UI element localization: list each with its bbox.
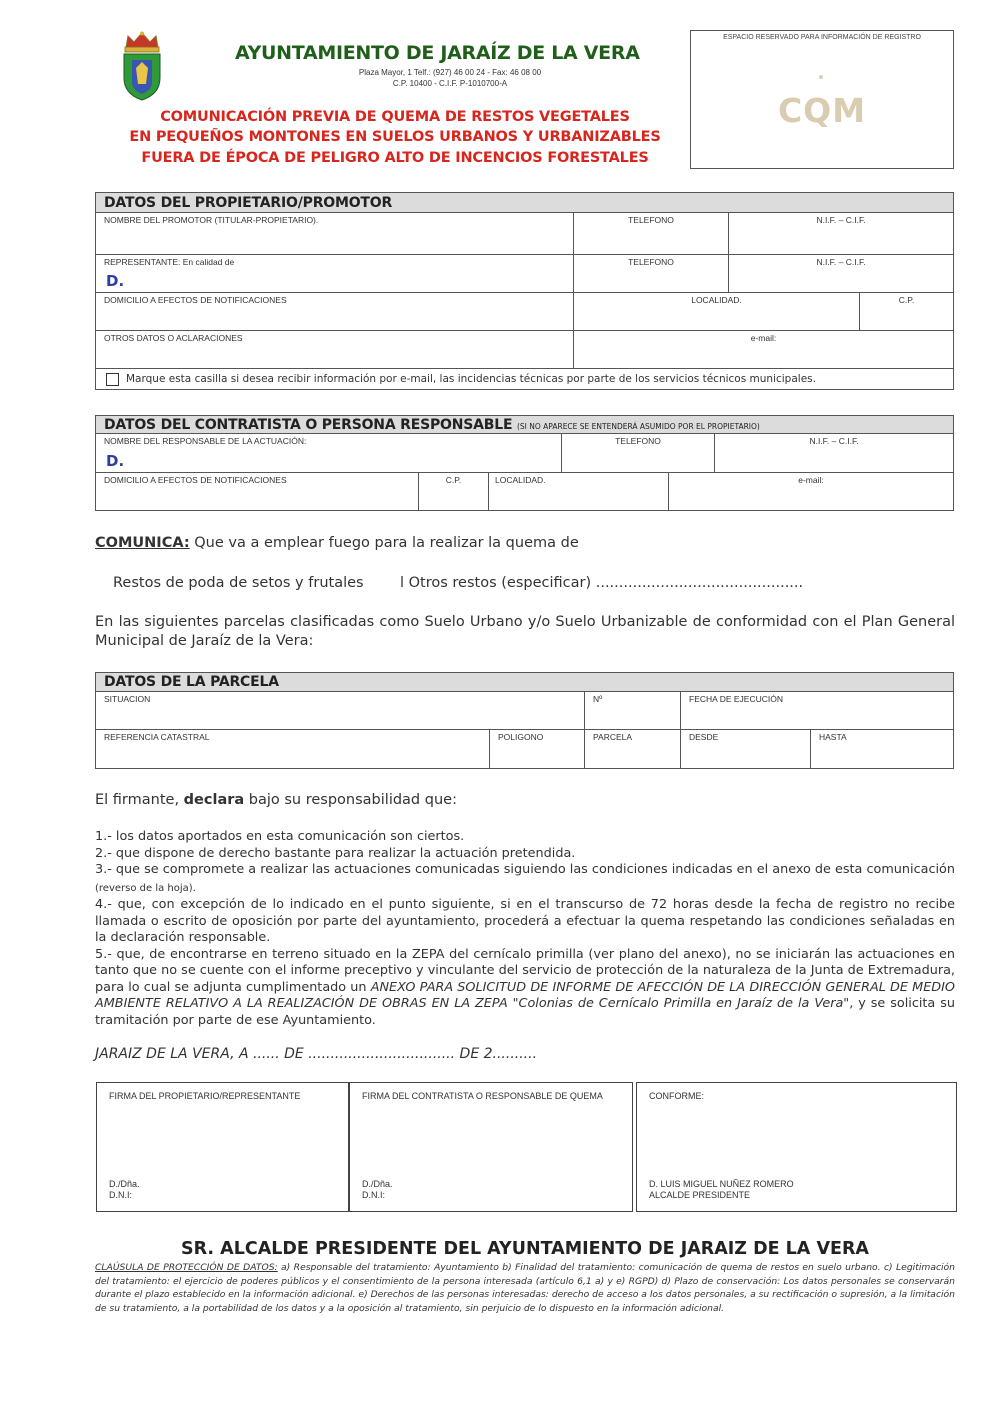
data-protection-label: CLAÚSULA DE PROTECCIÓN DE DATOS:	[95, 1262, 278, 1273]
contractor-locality-label: LOCALIDAD.	[495, 475, 546, 485]
coat-of-arms-icon	[118, 30, 166, 102]
contractor-phone-label: TELEFONO	[615, 436, 661, 446]
declaration-intro	[95, 792, 457, 808]
contractor-name-label: NOMBRE DEL RESPONSABLE DE LA ACTUACIÓN:	[104, 436, 307, 446]
signature-owner-name: D./Dña.	[109, 1179, 140, 1189]
parcel-heading: DATOS DE LA PARCELA	[96, 673, 953, 692]
contractor-row-name	[96, 434, 953, 473]
parcel-situation-label: SITUACION	[104, 694, 151, 704]
owner-address-field[interactable]	[96, 293, 573, 330]
contractor-address-field[interactable]	[96, 473, 418, 510]
polygon-field[interactable]	[489, 730, 584, 768]
contractor-section	[95, 415, 954, 511]
parcel-parcel-label: PARCELA	[593, 732, 633, 742]
owner-section	[95, 192, 954, 390]
signature-mayor-name: D. LUIS MIGUEL NUÑEZ ROMERO	[649, 1179, 794, 1189]
email-notify-label: Marque esta casilla si desea recibir información por e-mail, las incidencias técnicas por parte de los servicios técnicos municipales.	[126, 373, 816, 385]
parcel-number-field[interactable]	[584, 692, 680, 729]
owner-other-label: OTROS DATOS O ACLARACIONES	[104, 333, 243, 343]
declaration-list	[95, 829, 955, 1029]
signature-box-mayor[interactable]	[636, 1082, 957, 1212]
signature-owner-dni: D.N.I:	[109, 1190, 133, 1200]
email-notify-checkbox[interactable]	[106, 373, 119, 386]
owner-locality-field[interactable]	[573, 293, 859, 330]
signature-mayor-title: CONFORME:	[649, 1091, 704, 1101]
representative-nif-label: N.I.F. – C.I.F.	[816, 257, 866, 267]
declaration-item-4: 4.- que, con excepción de lo indicado en el punto siguiente, si en el transcurso de 72 horas desde la fecha de registro no recibe llamada o escrito de oposición por parte del ayuntamiento, procederá a efectuar la quema respetando las condiciones señaladas en la declaración responsable.	[95, 897, 955, 945]
addressee-title: SR. ALCALDE PRESIDENTE DEL AYUNTAMIENTO DE JARAIZ DE LA VERA	[181, 1239, 869, 1259]
parcel-date-label: FECHA DE EJECUCIÓN	[689, 694, 783, 704]
cadastral-label: REFERENCIA CATASTRAL	[104, 732, 210, 742]
contractor-nif-label: N.I.F. – C.I.F.	[809, 436, 859, 446]
owner-row-other	[96, 331, 953, 369]
owner-row-checkbox	[96, 369, 953, 389]
registry-label: ESPACIO RESERVADO PARA INFORMACIÓN DE REGISTRO	[723, 34, 921, 41]
contractor-address-label: DOMICILIO A EFECTOS DE NOTIFICACIONES	[104, 475, 287, 485]
signature-box-owner[interactable]	[96, 1082, 349, 1212]
signature-mayor-role: ALCALDE PRESIDENTE	[649, 1190, 751, 1200]
owner-row-address	[96, 293, 953, 331]
contractor-phone-field[interactable]	[561, 434, 714, 472]
declaration-intro-pre: El firmante,	[95, 792, 184, 808]
parcel-date-field[interactable]	[680, 692, 953, 729]
representative-label: REPRESENTANTE: En calidad de	[104, 257, 235, 267]
owner-cp-field[interactable]	[859, 293, 953, 330]
date-from-field[interactable]	[680, 730, 810, 768]
declaration-item-5-annex: ANEXO PARA SOLICITUD DE INFORME DE AFECCIÓN DE LA DIRECCIÓN GENERAL DE MEDIO AMBIENTE RELATIVO A LA REALIZACIÓN DE OBRAS EN LA ZEPA "Colonias de Cernícalo Primilla en Jaraíz de la Vera"	[95, 979, 955, 1011]
cadastral-field[interactable]	[96, 730, 489, 768]
communication-text: Que va a emplear fuego para la realizar la quema de	[189, 535, 579, 551]
organization-address: Plaza Mayor, 1 Telf.: (927) 46 00 24 - Fax: 46 08 00	[358, 68, 542, 77]
declaration-item-5	[95, 947, 955, 1030]
owner-address-label: DOMICILIO A EFECTOS DE NOTIFICACIONES	[104, 295, 287, 305]
contractor-cp-label: C.P.	[445, 475, 462, 485]
signature-contractor-name: D./Dña.	[362, 1179, 393, 1189]
declaration-item-2: 2.- que dispone de derecho bastante para realizar la actuación pretendida.	[95, 845, 576, 861]
contractor-email-label: e-mail:	[798, 475, 824, 485]
parcel-situation-field[interactable]	[96, 692, 584, 729]
representative-phone-label: TELEFONO	[628, 257, 674, 267]
owner-phone-label: TELEFONO	[628, 215, 674, 225]
contractor-heading-title: DATOS DEL CONTRATISTA O PERSONA RESPONSABLE	[104, 417, 513, 433]
owner-cp-label: C.P.	[898, 295, 915, 305]
contractor-row-address	[96, 473, 953, 510]
contractor-heading-note: (SI NO APARECE SE ENTENDERÁ ASUMIDO POR EL PROPIETARIO)	[517, 422, 760, 431]
owner-email-label: e-mail:	[750, 333, 777, 343]
communication-statement	[95, 535, 579, 551]
contractor-name-prefix: D.	[106, 452, 125, 470]
declaration-intro-bold: declara	[183, 792, 245, 808]
date-to-field[interactable]	[810, 730, 953, 768]
parcel-row-situation	[96, 692, 953, 730]
signature-contractor-dni: D.N.I:	[362, 1190, 386, 1200]
communication-label: COMUNICA:	[95, 535, 190, 551]
owner-row-representative	[96, 255, 953, 293]
signature-contractor-title: FIRMA DEL CONTRATISTA O RESPONSABLE DE QUEMA	[362, 1091, 603, 1101]
option-other-remains[interactable]: l Otros restos (especificar) .............................................	[400, 575, 804, 591]
contractor-heading	[96, 416, 953, 434]
parcel-number-label: Nº	[593, 694, 603, 704]
declaration-item-3-text: 3.- que se compromete a realizar las actuaciones comunicadas siguiendo las condiciones indicadas en el anexo de esta comunicación	[95, 862, 955, 877]
owner-phone-field[interactable]	[573, 213, 728, 254]
option-pruning-remains[interactable]: Restos de poda de setos y frutales	[113, 575, 364, 591]
representative-prefix: D.	[106, 272, 125, 290]
organization-cif: C.P. 10400 - C.I.F. P-1010700-A	[392, 79, 508, 88]
owner-nif-label: N.I.F. – C.I.F.	[816, 215, 866, 225]
representative-phone-field[interactable]	[573, 255, 728, 292]
contractor-nif-field[interactable]	[714, 434, 953, 472]
declaration-intro-post: bajo su responsabilidad que:	[244, 792, 457, 808]
parcel-row-cadastral	[96, 730, 953, 768]
declaration-item-3-note: (reverso de la hoja).	[95, 882, 196, 894]
declaration-item-5-post: , y se solicita su tramitación por parte de ese Ayuntamiento.	[95, 996, 955, 1028]
date-from-label: DESDE	[689, 732, 719, 742]
date-to-label: HASTA	[819, 732, 847, 742]
owner-email-field[interactable]	[573, 331, 953, 368]
representative-nif-field[interactable]	[728, 255, 953, 292]
contractor-locality-field[interactable]	[488, 473, 668, 510]
parcels-intro-text: En las siguientes parcelas clasificadas como Suelo Urbano y/o Suelo Urbanizable de conformidad con el Plan General Municipal de Jaraíz de la Vera:	[95, 614, 955, 649]
contractor-cp-field[interactable]	[418, 473, 488, 510]
form-title-line-3: FUERA DE ÉPOCA DE PELIGRO ALTO DE INCENCIOS FORESTALES	[141, 150, 649, 166]
signature-box-contractor[interactable]	[349, 1082, 633, 1212]
owner-locality-label: LOCALIDAD.	[691, 295, 742, 305]
organization-name: AYUNTAMIENTO DE JARAÍZ DE LA VERA	[235, 42, 640, 64]
owner-heading: DATOS DEL PROPIETARIO/PROMOTOR	[96, 193, 953, 213]
place-date-line: JARAIZ DE LA VERA, A ...... DE ................................. DE 2..........	[95, 1046, 538, 1062]
contractor-email-field[interactable]	[668, 473, 953, 510]
signature-owner-title: FIRMA DEL PROPIETARIO/REPRESENTANTE	[109, 1091, 301, 1101]
declaration-item-1: 1.- los datos aportados en esta comunicación son ciertos.	[95, 829, 465, 844]
owner-row-name	[96, 213, 953, 255]
data-protection-text: a) Responsable del tratamiento: Ayuntamiento b) Finalidad del tratamiento: comunicación de quema de restos en suelo urbano. c) Legitimación del tratamiento: el ejercicio de poderes públicos y el consentimiento de la persona interesada (artículo 6,1 a) y e) RGPD) d) Plazo de conservación: Los datos personales se conservarán durante el plazo establecido en la información adicional. e) Derechos de las personas interesadas: derecho de acceso a los datos personales, a su rectificación o supresión, a la limitación de su tratamiento, a la portabilidad de los datos y a la oposición al tratamiento, sin perjuicio de lo dispuesto en la información adicional.	[95, 1262, 955, 1314]
owner-name-field[interactable]	[96, 213, 573, 254]
form-title-line-2: EN PEQUEÑOS MONTONES EN SUELOS URBANOS Y URBANIZABLES	[129, 129, 661, 145]
registry-dot	[819, 75, 823, 79]
contractor-name-field[interactable]	[96, 434, 561, 472]
declaration-item-3	[95, 862, 955, 897]
parcel-section	[95, 672, 954, 769]
owner-name-label: NOMBRE DEL PROMOTOR (TITULAR-PROPIETARIO).	[104, 215, 319, 225]
registry-stamp-logo: CQM	[777, 91, 867, 130]
data-protection-clause	[95, 1261, 955, 1315]
polygon-label: POLIGONO	[498, 732, 544, 742]
form-title-line-1: COMUNICACIÓN PREVIA DE QUEMA DE RESTOS VEGETALES	[160, 109, 630, 125]
declaration-item-5-pre: 5.- que, de encontrarse en terreno situado en la ZEPA del cernícalo primilla (ver plano del anexo), no se iniciarán las actuaciones en tanto que no se cuente con el informe preceptivo y vinculante del servicio de protección de la naturaleza de la Junta de Extremadura, para lo cual se adjunta cumplimentado un	[95, 946, 955, 995]
registry-box	[690, 30, 954, 169]
owner-other-field[interactable]	[96, 331, 573, 368]
parcel-field[interactable]	[584, 730, 680, 768]
owner-nif-field[interactable]	[728, 213, 953, 254]
representative-field[interactable]	[96, 255, 573, 292]
